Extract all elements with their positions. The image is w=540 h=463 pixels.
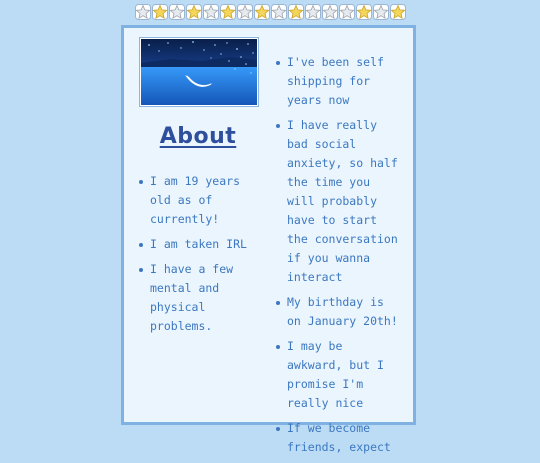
star-icon [271,4,287,20]
list-item: If we become friends, expect [275,419,399,457]
list-item: My birthday is on January 20th! [275,293,399,331]
list-item: I've been self shipping for years now [275,53,399,110]
star-icon [322,4,338,20]
about-facts-right [275,53,399,463]
star-icon [305,4,321,20]
about-facts-left [138,172,260,342]
star-icon [254,4,270,20]
star-icon [135,4,151,20]
star-icon [152,4,168,20]
list-item: I am 19 years old as of currently! [138,172,260,229]
star-icon [356,4,372,20]
star-icon [186,4,202,20]
list-item: I may be awkward, but I promise I'm really nice [275,337,399,413]
star-icon [237,4,253,20]
star-icon [339,4,355,20]
about-heading: About [159,124,237,149]
list-item: I am taken IRL [138,235,260,254]
star-icon [220,4,236,20]
star-rating-row [0,4,540,22]
moon-night-image [140,38,258,106]
star-icon [373,4,389,20]
list-item: I have really bad social anxiety, so half the time you will probably have to start the conversation if you wanna interact [275,116,399,287]
star-icon [169,4,185,20]
list-item: I have a few mental and physical problems. [138,260,260,336]
star-icon [288,4,304,20]
star-icon [203,4,219,20]
about-card [121,25,416,454]
star-icon [390,4,406,20]
